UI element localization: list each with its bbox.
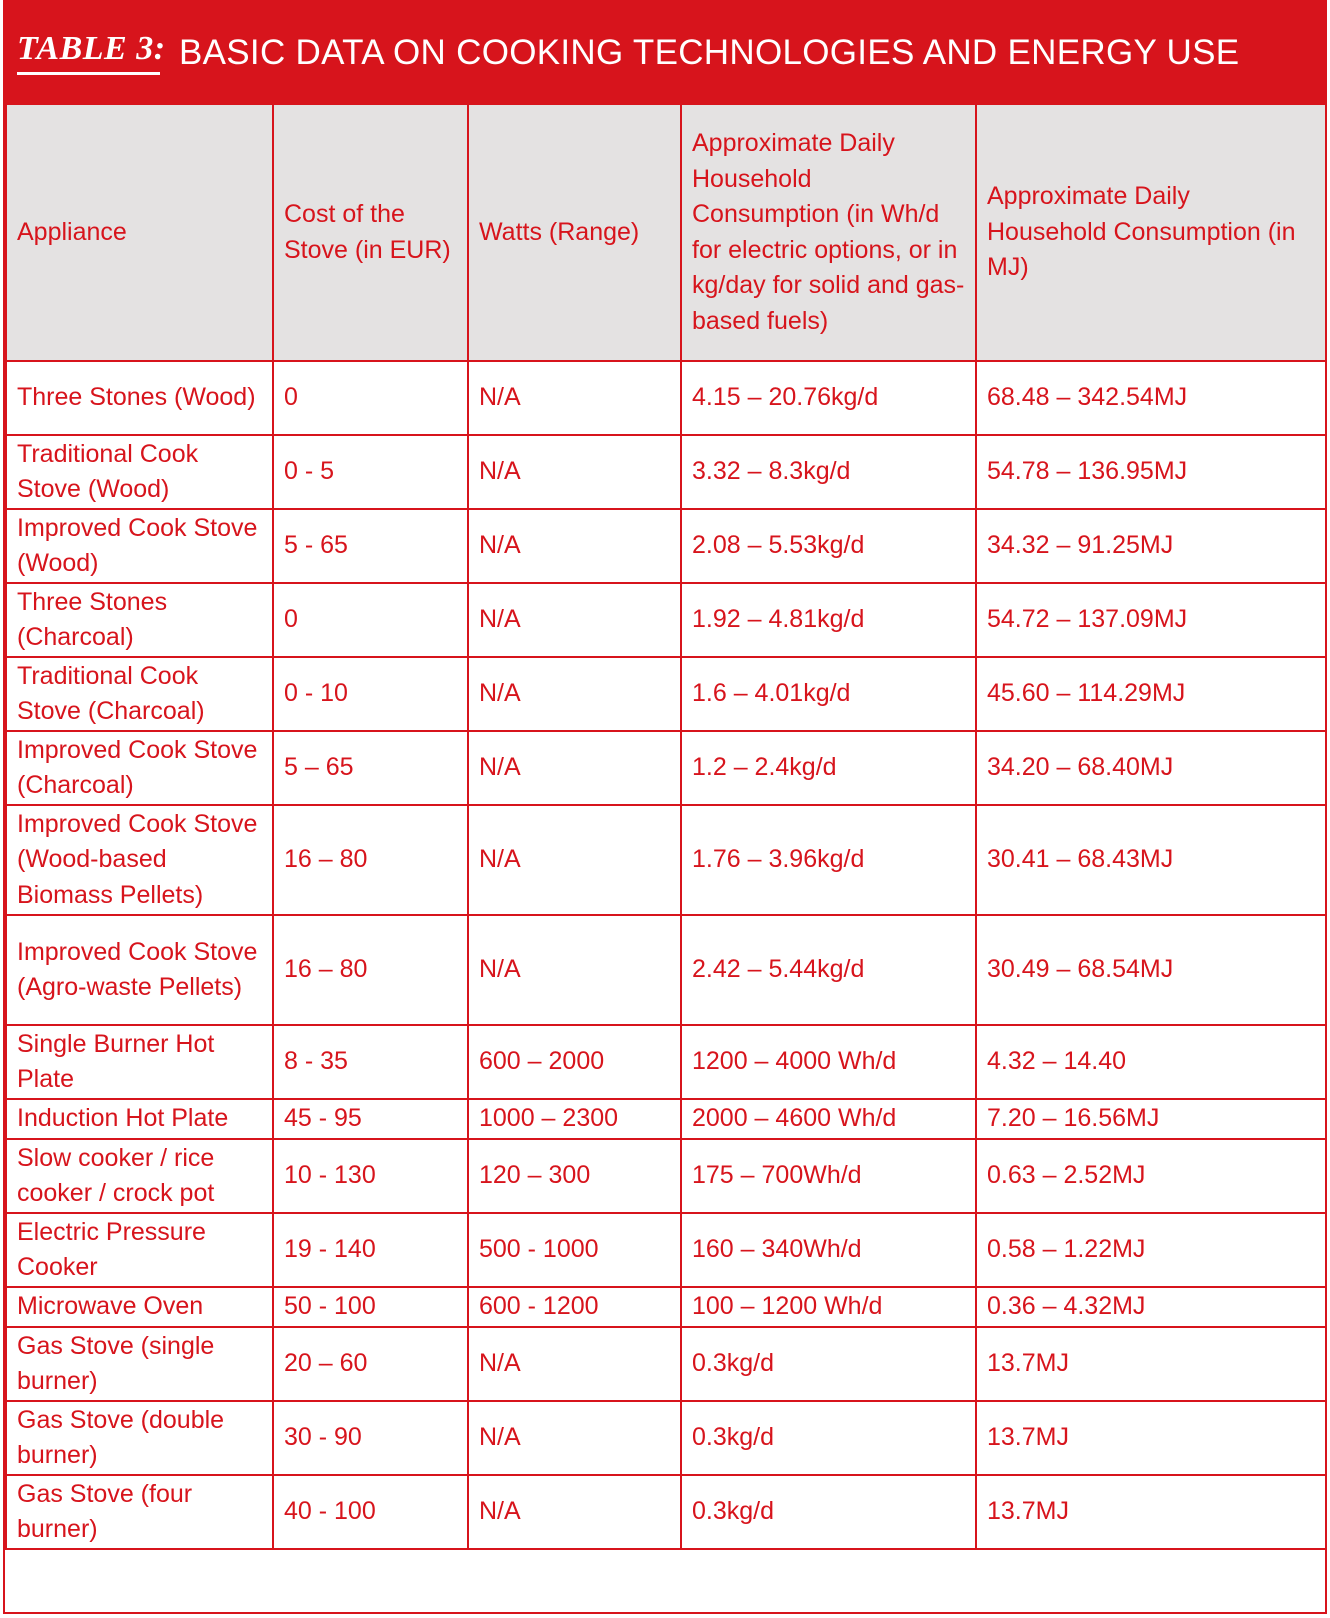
cost-cell: 50 - 100 <box>273 1287 468 1327</box>
cost-cell: 5 - 65 <box>273 509 468 583</box>
appliance-cell: Induction Hot Plate <box>6 1099 273 1139</box>
cost-cell: 16 – 80 <box>273 805 468 915</box>
cost-cell: 8 - 35 <box>273 1025 468 1099</box>
watts-cell: N/A <box>468 915 681 1025</box>
table-row <box>6 583 1326 657</box>
watts-cell: N/A <box>468 509 681 583</box>
header-row <box>6 104 1326 361</box>
watts-cell: N/A <box>468 583 681 657</box>
daily-consumption-mj-cell: 54.78 – 136.95MJ <box>976 435 1326 509</box>
table-header-banner <box>5 0 1325 103</box>
daily-consumption-cell: 100 – 1200 Wh/d <box>681 1287 976 1327</box>
watts-cell: N/A <box>468 1475 681 1549</box>
watts-cell: N/A <box>468 731 681 805</box>
table-row <box>6 1099 1326 1139</box>
appliance-cell: Microwave Oven <box>6 1287 273 1327</box>
cooking-data-table <box>5 103 1327 1550</box>
appliance-cell: Traditional Cook Stove (Charcoal) <box>6 657 273 731</box>
appliance-cell: Improved Cook Stove (Wood-based Biomass Pellets) <box>6 805 273 915</box>
table-row <box>6 731 1326 805</box>
watts-cell: 120 – 300 <box>468 1139 681 1213</box>
cost-cell: 5 – 65 <box>273 731 468 805</box>
cost-cell: 0 <box>273 583 468 657</box>
watts-cell: N/A <box>468 657 681 731</box>
column-header-daily-consumption: Approximate Daily Household Consumption (in Wh/d for electric options, or in kg/day for solid and gas-based fuels) <box>681 104 976 361</box>
cost-cell: 20 – 60 <box>273 1327 468 1401</box>
table-title: BASIC DATA ON COOKING TECHNOLOGIES AND ENERGY USE <box>179 33 1240 72</box>
daily-consumption-cell: 0.3kg/d <box>681 1327 976 1401</box>
daily-consumption-mj-cell: 34.32 – 91.25MJ <box>976 509 1326 583</box>
daily-consumption-cell: 0.3kg/d <box>681 1401 976 1475</box>
watts-cell: 1000 – 2300 <box>468 1099 681 1139</box>
daily-consumption-cell: 2000 – 4600 Wh/d <box>681 1099 976 1139</box>
cost-cell: 30 - 90 <box>273 1401 468 1475</box>
appliance-cell: Gas Stove (single burner) <box>6 1327 273 1401</box>
table-row <box>6 805 1326 915</box>
table-row <box>6 657 1326 731</box>
watts-cell: N/A <box>468 435 681 509</box>
daily-consumption-mj-cell: 4.32 – 14.40 <box>976 1025 1326 1099</box>
daily-consumption-cell: 1.2 – 2.4kg/d <box>681 731 976 805</box>
watts-cell: N/A <box>468 1401 681 1475</box>
table-frame <box>3 0 1327 1614</box>
daily-consumption-cell: 1200 – 4000 Wh/d <box>681 1025 976 1099</box>
table-row <box>6 1213 1326 1287</box>
daily-consumption-mj-cell: 45.60 – 114.29MJ <box>976 657 1326 731</box>
daily-consumption-mj-cell: 30.49 – 68.54MJ <box>976 915 1326 1025</box>
daily-consumption-mj-cell: 7.20 – 16.56MJ <box>976 1099 1326 1139</box>
cost-cell: 19 - 140 <box>273 1213 468 1287</box>
table-row <box>6 361 1326 435</box>
appliance-cell: Three Stones (Wood) <box>6 361 273 435</box>
daily-consumption-cell: 2.42 – 5.44kg/d <box>681 915 976 1025</box>
daily-consumption-cell: 0.3kg/d <box>681 1475 976 1549</box>
table-row <box>6 1025 1326 1099</box>
table-label-underline <box>17 72 160 75</box>
table-row <box>6 435 1326 509</box>
table-row <box>6 1327 1326 1401</box>
daily-consumption-mj-cell: 13.7MJ <box>976 1327 1326 1401</box>
cost-cell: 0 - 5 <box>273 435 468 509</box>
appliance-cell: Improved Cook Stove (Wood) <box>6 509 273 583</box>
watts-cell: N/A <box>468 1327 681 1401</box>
daily-consumption-cell: 1.76 – 3.96kg/d <box>681 805 976 915</box>
appliance-cell: Traditional Cook Stove (Wood) <box>6 435 273 509</box>
daily-consumption-mj-cell: 13.7MJ <box>976 1475 1326 1549</box>
column-header-cost: Cost of the Stove (in EUR) <box>273 104 468 361</box>
watts-cell: 500 - 1000 <box>468 1213 681 1287</box>
watts-cell: 600 - 1200 <box>468 1287 681 1327</box>
appliance-cell: Electric Pressure Cooker <box>6 1213 273 1287</box>
daily-consumption-mj-cell: 0.63 – 2.52MJ <box>976 1139 1326 1213</box>
cost-cell: 0 <box>273 361 468 435</box>
table-row <box>6 1475 1326 1549</box>
appliance-cell: Improved Cook Stove (Charcoal) <box>6 731 273 805</box>
appliance-cell: Single Burner Hot Plate <box>6 1025 273 1099</box>
daily-consumption-cell: 4.15 – 20.76kg/d <box>681 361 976 435</box>
daily-consumption-mj-cell: 0.58 – 1.22MJ <box>976 1213 1326 1287</box>
daily-consumption-mj-cell: 0.36 – 4.32MJ <box>976 1287 1326 1327</box>
watts-cell: 600 – 2000 <box>468 1025 681 1099</box>
daily-consumption-mj-cell: 13.7MJ <box>976 1401 1326 1475</box>
cost-cell: 10 - 130 <box>273 1139 468 1213</box>
table-row <box>6 509 1326 583</box>
daily-consumption-mj-cell: 30.41 – 68.43MJ <box>976 805 1326 915</box>
cost-cell: 45 - 95 <box>273 1099 468 1139</box>
column-header-daily-consumption-mj: Approximate Daily Household Consumption (in MJ) <box>976 104 1326 361</box>
table-label: TABLE 3: <box>17 30 166 67</box>
daily-consumption-cell: 175 – 700Wh/d <box>681 1139 976 1213</box>
daily-consumption-mj-cell: 68.48 – 342.54MJ <box>976 361 1326 435</box>
table-row <box>6 915 1326 1025</box>
cost-cell: 16 – 80 <box>273 915 468 1025</box>
appliance-cell: Three Stones (Charcoal) <box>6 583 273 657</box>
appliance-cell: Gas Stove (double burner) <box>6 1401 273 1475</box>
appliance-cell: Improved Cook Stove (Agro-waste Pellets) <box>6 915 273 1025</box>
column-header-watts: Watts (Range) <box>468 104 681 361</box>
table-row <box>6 1401 1326 1475</box>
table-row <box>6 1287 1326 1327</box>
appliance-cell: Slow cooker / rice cooker / crock pot <box>6 1139 273 1213</box>
appliance-cell: Gas Stove (four burner) <box>6 1475 273 1549</box>
daily-consumption-mj-cell: 34.20 – 68.40MJ <box>976 731 1326 805</box>
cost-cell: 0 - 10 <box>273 657 468 731</box>
column-header-appliance: Appliance <box>6 104 273 361</box>
daily-consumption-cell: 2.08 – 5.53kg/d <box>681 509 976 583</box>
daily-consumption-cell: 1.6 – 4.01kg/d <box>681 657 976 731</box>
cost-cell: 40 - 100 <box>273 1475 468 1549</box>
daily-consumption-cell: 1.92 – 4.81kg/d <box>681 583 976 657</box>
watts-cell: N/A <box>468 805 681 915</box>
table-row <box>6 1139 1326 1213</box>
daily-consumption-cell: 160 – 340Wh/d <box>681 1213 976 1287</box>
watts-cell: N/A <box>468 361 681 435</box>
daily-consumption-cell: 3.32 – 8.3kg/d <box>681 435 976 509</box>
daily-consumption-mj-cell: 54.72 – 137.09MJ <box>976 583 1326 657</box>
